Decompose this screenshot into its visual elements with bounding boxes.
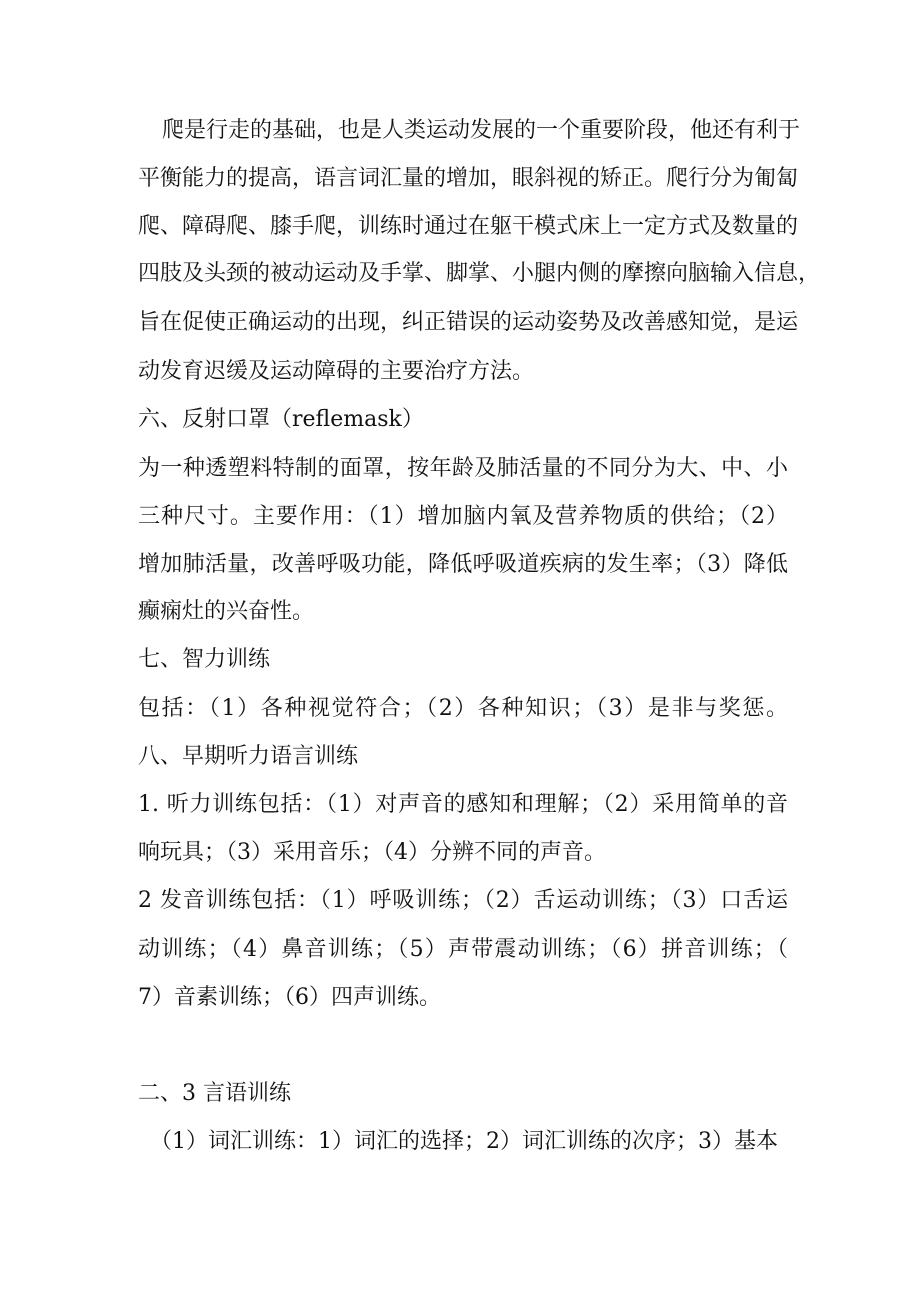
paragraph-pronunciation-line-1: 2 发音训练包括：（1）呼吸训练；（2）舌运动训练；（3）口舌运 bbox=[138, 888, 788, 913]
paragraph-intelligence-line-1: 包括：（1）各种视觉符合；（2）各种知识；（3）是非与奖惩。 bbox=[138, 696, 788, 721]
section-heading-hearing-language-training: 八、早期听力语言训练 bbox=[138, 744, 359, 769]
paragraph-mask-line-3: 增加肺活量，改善呼吸功能，降低呼吸道疾病的发生率；（3）降低 bbox=[138, 552, 788, 577]
paragraph-vocabulary-line-1: （1）词汇训练：1）词汇的选择；2）词汇训练的次序；3）基本 bbox=[150, 1129, 778, 1154]
paragraph-pronunciation-line-3: 7）音素训练；（6）四声训练。 bbox=[138, 985, 441, 1010]
paragraph-hearing-line-1: 1. 听力训练包括：（1）对声音的感知和理解；（2）采用简单的音 bbox=[138, 792, 788, 817]
section-heading-speech-training: 二、3 言语训练 bbox=[138, 1081, 291, 1106]
paragraph-pronunciation-line-2: 动训练；（4）鼻音训练；（5）声带震动训练；（6）拼音训练；（ bbox=[138, 937, 788, 962]
paragraph-crawling-line-3: 爬、障碍爬、膝手爬，训练时通过在躯干模式床上一定方式及数量的 bbox=[138, 214, 799, 239]
section-heading-intelligence-training: 七、智力训练 bbox=[138, 647, 271, 672]
paragraph-mask-line-1: 为一种透塑料特制的面罩，按年龄及肺活量的不同分为大、中、小 bbox=[138, 456, 788, 481]
paragraph-crawling-line-5: 旨在促使正确运动的出现，纠正错误的运动姿势及改善感知觉，是运 bbox=[138, 310, 799, 335]
paragraph-hearing-line-2: 响玩具；（3）采用音乐；（4）分辨不同的声音。 bbox=[138, 840, 606, 865]
paragraph-mask-line-4: 癫痫灶的兴奋性。 bbox=[138, 599, 315, 624]
paragraph-crawling-line-1: 爬是行走的基础，也是人类运动发展的一个重要阶段，他还有利于 bbox=[162, 118, 801, 143]
section-heading-reflex-mask: 六、反射口罩（reflemask） bbox=[138, 407, 424, 432]
paragraph-crawling-line-6: 动发育迟缓及运动障碍的主要治疗方法。 bbox=[138, 359, 535, 384]
paragraph-mask-line-2: 三种尺寸。主要作用：（1）增加脑内氧及营养物质的供给；（2） bbox=[138, 504, 788, 529]
paragraph-crawling-line-2: 平衡能力的提高，语言词汇量的增加，眼斜视的矫正。爬行分为匍匐 bbox=[138, 166, 799, 191]
paragraph-crawling-line-4: 四肢及头颈的被动运动及手掌、脚掌、小腿内侧的摩擦向脑输入信息， bbox=[138, 261, 821, 286]
